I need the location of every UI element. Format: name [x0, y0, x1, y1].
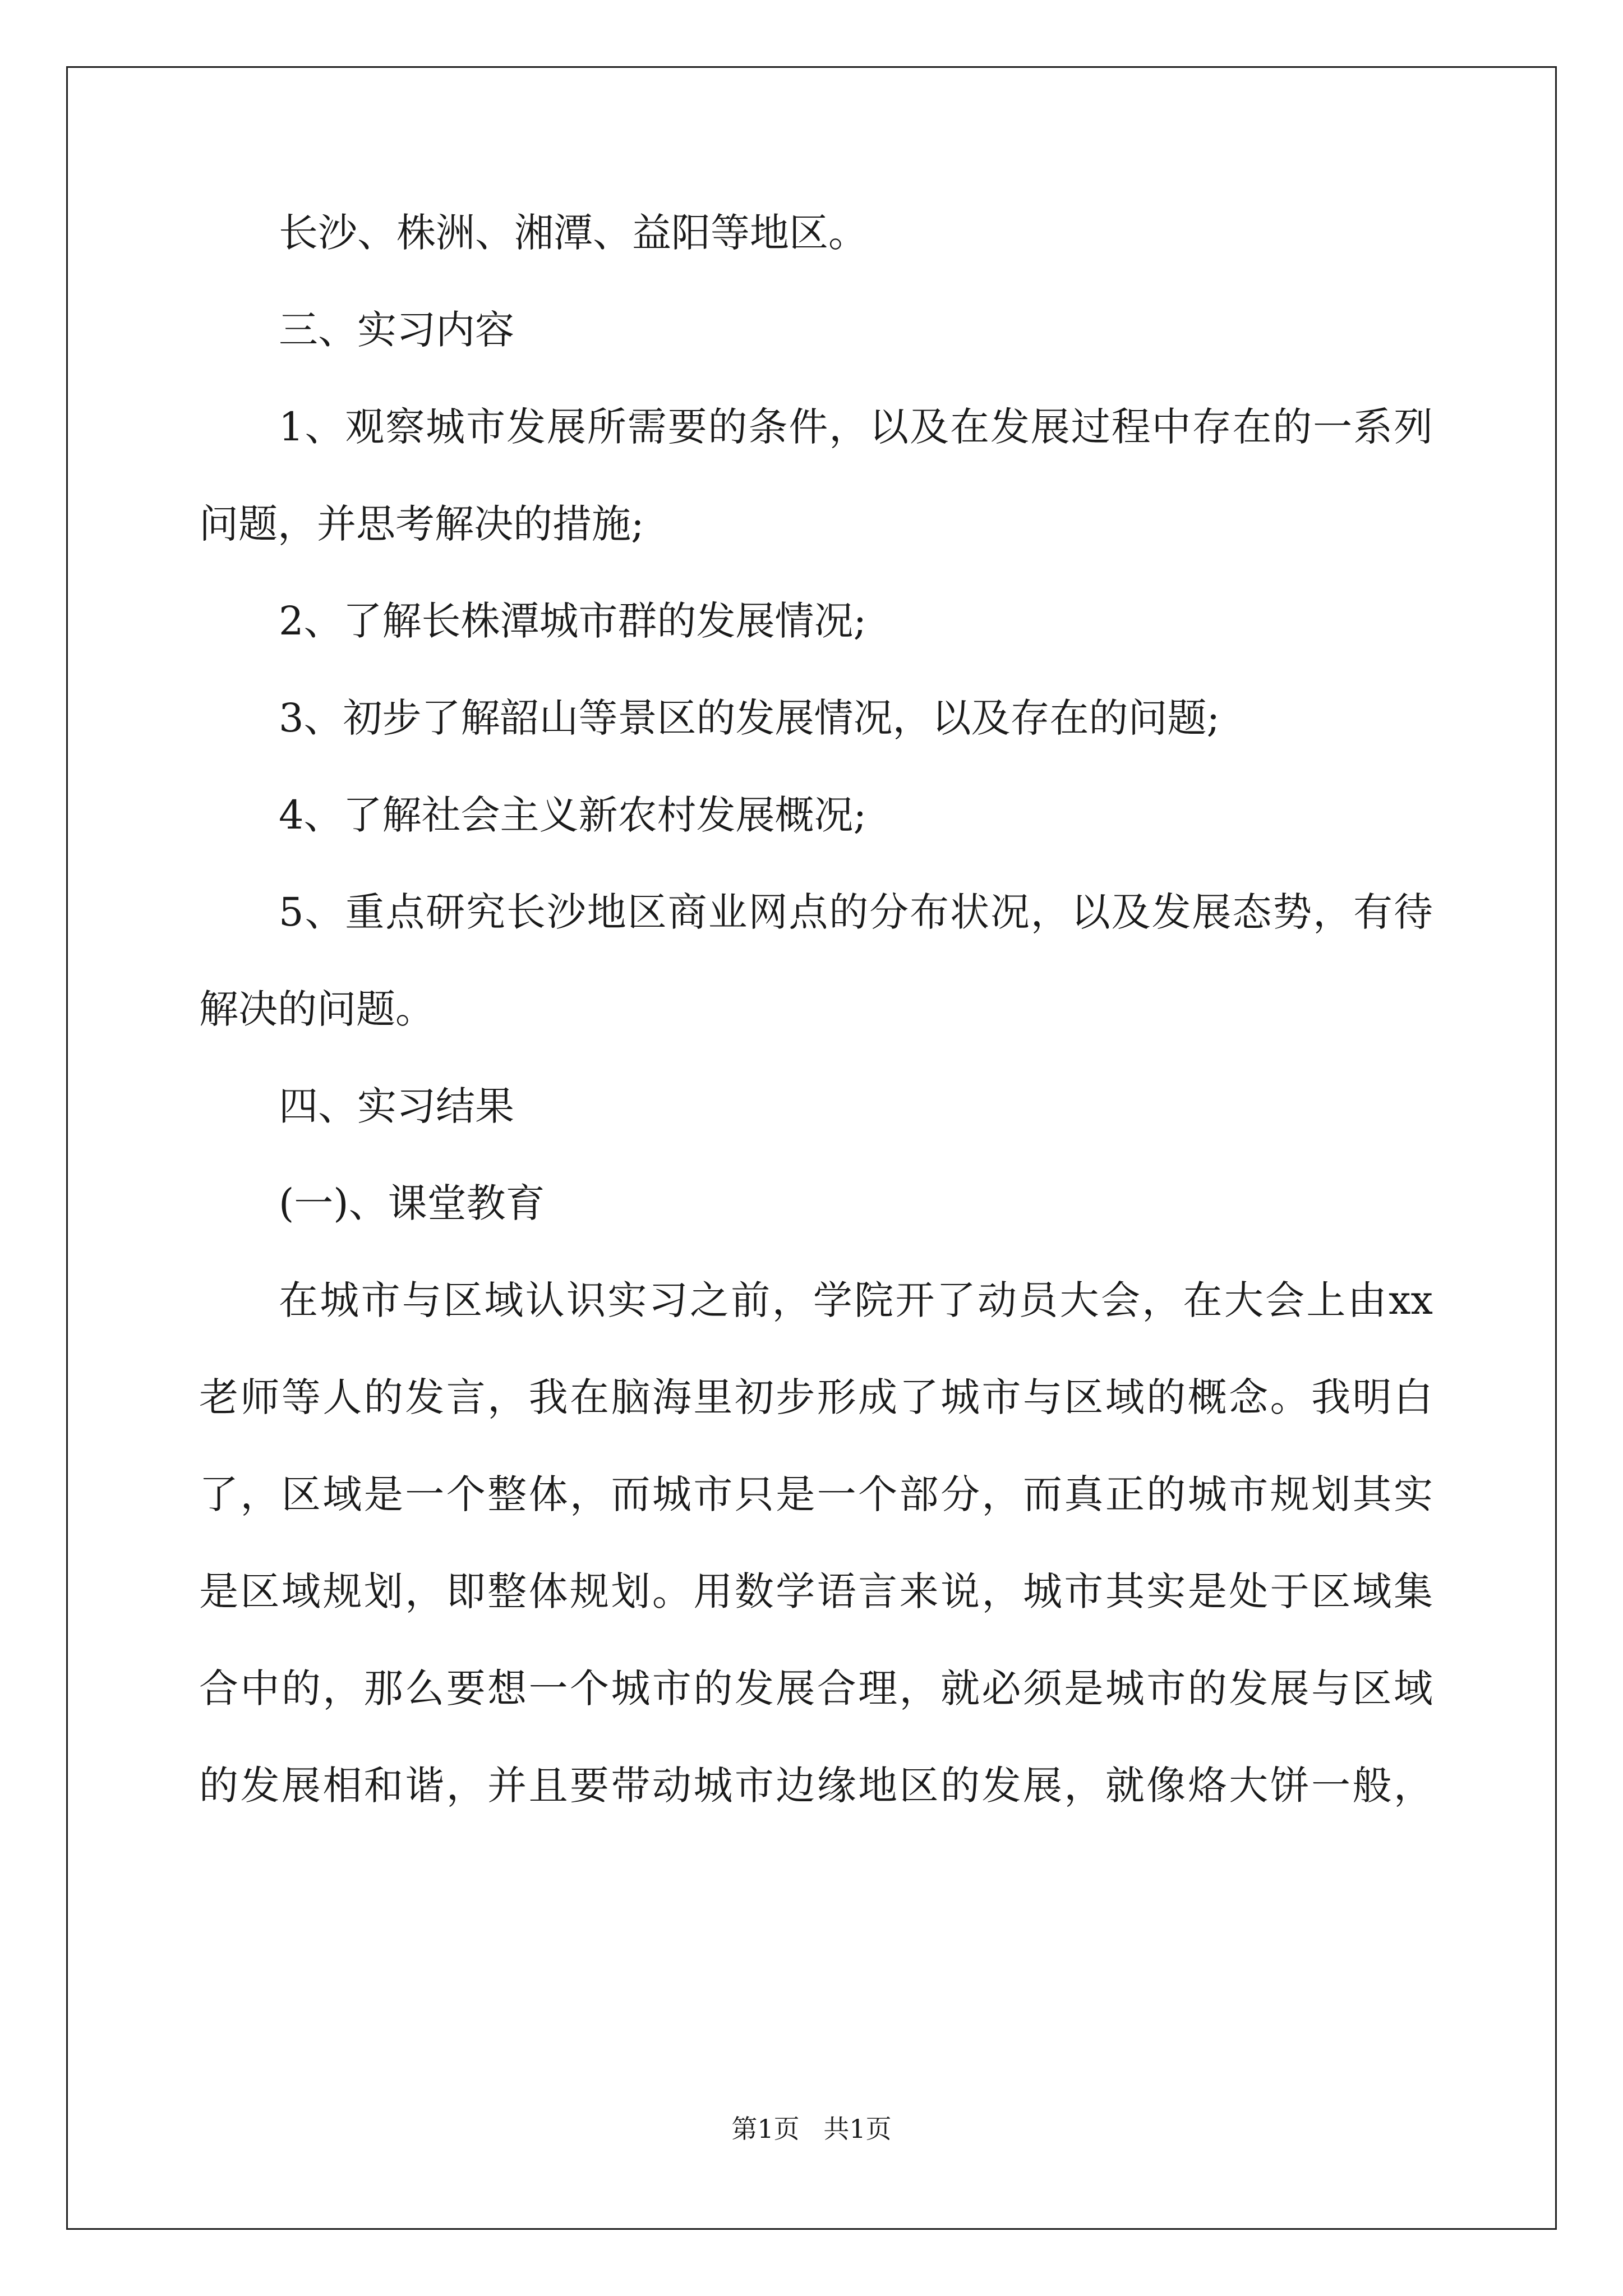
text-line: 3、初步了解韶山等景区的发展情况，以及存在的问题; — [279, 695, 1220, 741]
text-line: 2、了解长株潭城市群的发展情况; — [279, 598, 867, 644]
text-line: 老师等人的发言，我在脑海里初步形成了城市与区域的概念。我明白 — [199, 1374, 1433, 1420]
text-line: 解决的问题。 — [199, 986, 435, 1032]
text-line: 5、重点研究长沙地区商业网点的分布状况，以及发展态势，有待 — [279, 889, 1433, 935]
page-total: 共1页 — [823, 2114, 892, 2144]
text-line: 合中的，那么要想一个城市的发展合理，就必须是城市的发展与区域 — [199, 1665, 1433, 1711]
text-line: 是区域规划，即整体规划。用数学语言来说，城市其实是处于区域集 — [199, 1568, 1433, 1614]
subsection-heading: (一)、课堂教育 — [279, 1180, 545, 1226]
text-line: 长沙、株洲、湘潭、益阳等地区。 — [279, 210, 868, 256]
page-number: 第1页 — [731, 2114, 800, 2144]
section-heading: 四、实习结果 — [279, 1083, 514, 1129]
document-body — [199, 205, 1433, 1814]
text-line: 问题，并思考解决的措施; — [199, 501, 644, 547]
section-heading: 三、实习内容 — [279, 307, 514, 353]
text-line: 在城市与区域认识实习之前，学院开了动员大会，在大会上由xx — [279, 1277, 1433, 1323]
text-line: 了，区域是一个整体，而城市只是一个部分，而真正的城市规划其实 — [199, 1471, 1433, 1517]
text-line: 1、观察城市发展所需要的条件，以及在发展过程中存在的一系列 — [279, 404, 1433, 450]
text-line: 的发展相和谐，并且要带动城市边缘地区的发展，就像烙大饼一般， — [199, 1763, 1433, 1809]
page-footer — [0, 2112, 1623, 2146]
text-line: 4、了解社会主义新农村发展概况; — [279, 792, 867, 838]
